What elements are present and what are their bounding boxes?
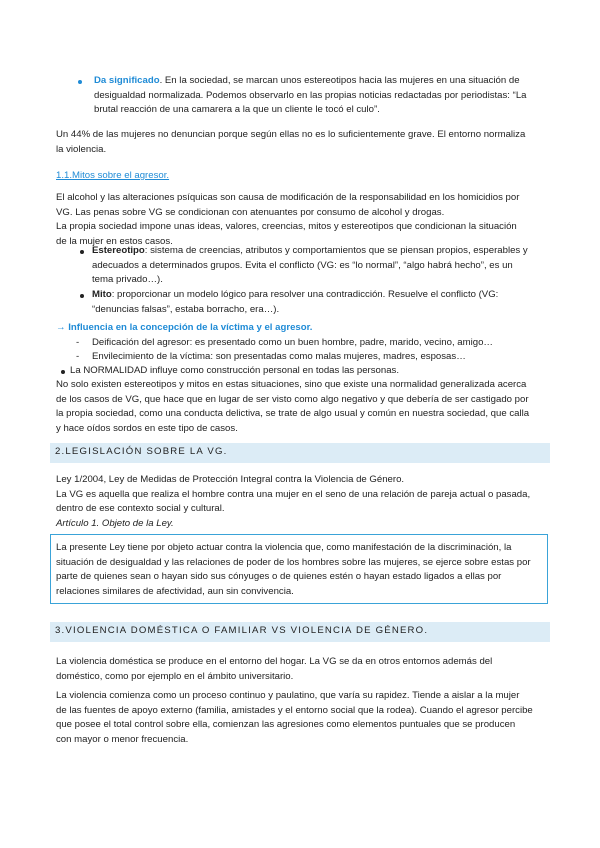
process-paragraph <box>56 689 548 747</box>
influence-item: Deificación del agresor: es presentado como un buen hombre, padre, marido, vecino, amigo… <box>92 337 494 348</box>
section-header <box>50 443 550 463</box>
text-line: : sistema de creencias, atributos y comportamientos que se piensan propios, esperables y <box>144 245 528 256</box>
subsection-title: 1.1.Mitos sobre el agresor. <box>56 170 170 181</box>
intro-bullet <box>94 74 550 118</box>
text-line: dentro de ese contexto social y cultural. <box>56 503 225 515</box>
bullet-dot <box>61 370 65 374</box>
text-line: Artículo 1. Objeto de la Ley. <box>56 517 174 529</box>
text-line: La VG es aquella que realiza el hombre contra una mujer en el seno de una relación de pareja actual o pasada, <box>56 488 531 500</box>
intro-bullet-text: desigualdad normalizada. Podemos observarlo en las propias noticias redactadas por periodistas: “La <box>94 89 527 101</box>
dash-marker: - <box>76 351 80 362</box>
text-line: de los casos de VG, que hace que en lugar de ser visto como algo negativo y que debería de ser castigado por <box>56 393 529 405</box>
stat-paragraph <box>56 128 548 157</box>
text-line: Ley 1/2004, Ley de Medidas de Protección Integral contra la Violencia de Género. <box>56 474 405 485</box>
bullet-estereotipo <box>92 244 548 288</box>
text-line: que posee el total control sobre ella, comienzan las agresiones como elementos puntuales que se producen <box>56 719 516 731</box>
text-line: y hace oídos sordos en este tipo de casos. <box>56 422 238 434</box>
domestic-paragraph <box>56 655 548 684</box>
text-line: doméstico, como por ejemplo en el ámbito universitario. <box>56 670 294 682</box>
section-header <box>50 622 550 642</box>
text-line: adecuados a determinados grupos. Evita el conflicto (VG: es “lo normal”, “algo habrá hecho”, es un <box>92 259 513 271</box>
boxed-paragraph <box>56 541 548 599</box>
influence-heading-text: Influencia en la concepción de la víctima y el agresor. <box>68 322 313 333</box>
normalidad-paragraph <box>56 378 548 436</box>
influence-item: Envilecimiento de la víctima: son presentadas como malas mujeres, madres, esposas… <box>92 351 466 362</box>
text-line: VG. Las penas sobre VG se condicionan con atenuantes por consumo de alcohol y drogas. <box>56 206 445 218</box>
law-paragraph <box>56 473 548 531</box>
dash-marker: - <box>76 337 80 348</box>
section-title: 2.LEGISLACIÓN SOBRE LA VG. <box>55 446 228 457</box>
normalidad-line: La NORMALIDAD influye como construcción personal en todas las personas. <box>70 365 400 376</box>
text-line: “denuncias falsas”, estaba borracho, era…). <box>92 303 280 315</box>
text-line: situación de desigualdad y las relaciones de poder de los hombres sobre las mujeres, se ejerce sobre estas por <box>56 556 531 568</box>
text-line: La violencia comienza como un proceso continuo y paulatino, que varía su rapidez. Tiende a aislar a la mujer <box>56 690 520 701</box>
influence-heading <box>56 321 548 336</box>
intro-bullet-text: . En la sociedad, se marcan unos estereotipos hacia las mujeres en una situación de <box>159 75 520 86</box>
bullet-mito <box>92 288 548 317</box>
bullet-label: Mito <box>92 289 112 300</box>
text-line: de la mujer en estos casos. <box>56 235 173 247</box>
text-line: Un 44% de las mujeres no denuncian porque según ellas no es lo suficientemente grave. El entorno normaliza <box>56 129 526 140</box>
text-line: relaciones similares de afectividad, aun sin convivencia. <box>56 585 294 597</box>
text-line: : proporcionar un modelo lógico para resolver una contradicción. Resuelve el conflicto (VG: <box>111 289 499 300</box>
bullet-dot <box>80 250 84 254</box>
intro-bullet-label: Da significado <box>94 75 160 86</box>
text-line: El alcohol y las alteraciones psíquicas son causa de modificación de la responsabilidad en los homicidios por <box>56 192 520 203</box>
text-line: No solo existen estereotipos y mitos en estas situaciones, sino que existe una normalidad generalizada acerca <box>56 379 527 390</box>
text-line: parte de quienes sean o hayan sido sus cónyuges o de quienes estén o hayan estado ligados a ellas por <box>56 571 502 583</box>
section-title: 3.VIOLENCIA DOMÉSTICA O FAMILIAR VS VIOLENCIA DE GÉNERO. <box>55 625 429 636</box>
intro-bullet-text: brutal reacción de una camarera a la que un cliente le tocó el culo”. <box>94 104 380 116</box>
text-line: La violencia doméstica se produce en el entorno del hogar. La VG se da en otros entornos además del <box>56 656 493 667</box>
text-line: la violencia. <box>56 143 107 155</box>
text-line: La propia sociedad impone unas ideas, valores, creencias, mitos y estereotipos que condicionan la situación <box>56 221 517 233</box>
alcohol-paragraph <box>56 191 548 249</box>
text-line: con mayor o menor frecuencia. <box>56 733 189 745</box>
arrow-icon: → <box>56 322 66 333</box>
bullet-label: Estereotipo <box>92 245 145 256</box>
text-line: La presente Ley tiene por objeto actuar contra la violencia que, como manifestación de la discriminación, la <box>56 542 512 553</box>
text-line: de las fuentes de apoyo externo (familia, amistades y el entorno social que la rodea). Cuando el agresor percibe <box>56 704 533 716</box>
bullet-dot <box>78 80 82 84</box>
bullet-dot <box>80 294 84 298</box>
text-line: tema privado…). <box>92 274 163 286</box>
text-line: la propia sociedad, como una conducta delictiva, se trate de algo usual y común en nuestra sociedad, que calla <box>56 408 530 420</box>
